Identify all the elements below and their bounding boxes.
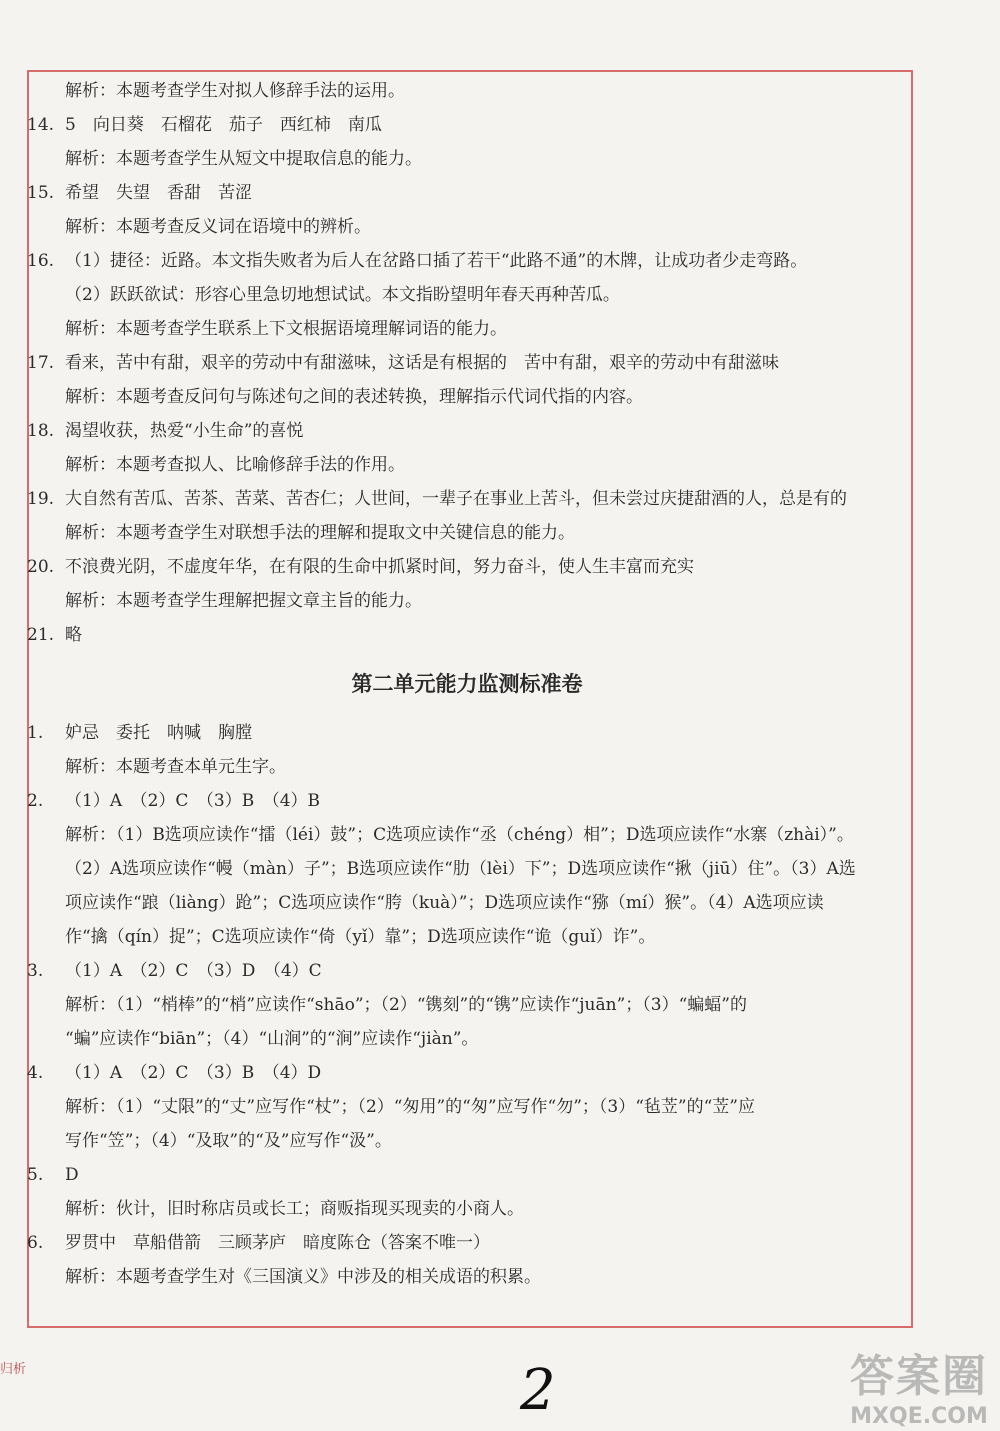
answer-line (27, 448, 907, 482)
question-number: 6. (27, 1233, 44, 1253)
answer-text: （1）A （2）C （3）B （4）D (65, 1063, 322, 1083)
answer-line (27, 716, 907, 750)
answer-line (27, 414, 907, 448)
analysis-text: 解析：本题考查学生从短文中提取信息的能力。 (65, 149, 422, 169)
page-number: 2 (520, 1358, 556, 1423)
answer-line (27, 784, 907, 818)
answer-line (27, 1056, 907, 1090)
side-mark: 归析 (0, 1362, 27, 1377)
unit2-answers (27, 716, 907, 1294)
answer-line (27, 142, 907, 176)
analysis-text: 解析：本题考查学生联系上下文根据语境理解词语的能力。 (65, 319, 507, 339)
question-number: 20. (27, 557, 55, 577)
watermark (850, 1340, 988, 1429)
analysis-text: 解析：本题考查学生对拟人修辞手法的运用。 (65, 81, 405, 101)
analysis-text: 作“擒（qín）捉”；C选项应读作“倚（yǐ）靠”；D选项应读作“诡（guǐ）诈”。 (65, 927, 656, 947)
answer-line (27, 1124, 907, 1158)
answer-text: （1）A （2）C （3）D （4）C (65, 961, 322, 981)
answer-line (27, 1226, 907, 1260)
analysis-text: 解析：本题考查学生对《三国演义》中涉及的相关成语的积累。 (65, 1267, 541, 1287)
question-number: 17. (27, 353, 55, 373)
answer-text: D (65, 1165, 79, 1185)
question-number: 19. (27, 489, 55, 509)
analysis-text: 解析：本题考查拟人、比喻修辞手法的作用。 (65, 455, 405, 475)
answer-line (27, 108, 907, 142)
answer-text: （1）捷径：近路。本文指失败者为后人在岔路口插了若干“此路不通”的木牌，让成功者少走弯路。 (65, 251, 808, 271)
question-number: 16. (27, 251, 55, 271)
section-title: 第二单元能力监测标准卷 (351, 672, 583, 696)
answer-line (27, 954, 907, 988)
answer-line (27, 852, 907, 886)
answer-line (27, 176, 907, 210)
analysis-text: 解析：本题考查反问句与陈述句之间的表述转换，理解指示代词代指的内容。 (65, 387, 643, 407)
answer-text: 5 向日葵 石榴花 茄子 西红柿 南瓜 (65, 115, 382, 135)
analysis-text: “蝙”应读作“biān”；（4）“山涧”的“涧”应读作“jiàn”。 (65, 1029, 479, 1049)
answer-text: 略 (65, 625, 82, 645)
question-number: 3. (27, 961, 44, 981)
analysis-text: （2）跃跃欲试：形容心里急切地想试试。本文指盼望明年春天再种苦瓜。 (65, 285, 620, 305)
analysis-text: 解析：本题考查学生对联想手法的理解和提取文中关键信息的能力。 (65, 523, 575, 543)
question-number: 14. (27, 115, 55, 135)
answer-line (27, 988, 907, 1022)
answer-line (27, 1192, 907, 1226)
analysis-text: 项应读作“踉（liàng）跄”；C选项应读作“胯（kuà）”；D选项应读作“猕（mí）猴”。（4）A选项应读 (65, 893, 824, 913)
answer-line (27, 312, 907, 346)
answer-content (27, 74, 907, 1294)
question-number: 5. (27, 1165, 44, 1185)
question-number: 15. (27, 183, 55, 203)
answer-line (27, 482, 907, 516)
analysis-text: 解析：本题考查反义词在语境中的辨析。 (65, 217, 371, 237)
answer-text: 渴望收获，热爱“小生命”的喜悦 (65, 421, 304, 441)
answer-text: 看来，苦中有甜，艰辛的劳动中有甜滋味，这话是有根据的 苦中有甜，艰辛的劳动中有甜滋味 (65, 353, 779, 373)
answer-line (27, 618, 907, 652)
answer-line (27, 886, 907, 920)
answer-line (27, 210, 907, 244)
answer-line (27, 1022, 907, 1056)
answer-text: （1）A （2）C （3）B （4）B (65, 791, 321, 811)
analysis-text: 解析：（1）B选项应读作“擂（léi）鼓”；C选项应读作“丞（chéng）相”；D选项应读作“水寨（zhài）”。 (65, 825, 854, 845)
unit1-answers (27, 74, 907, 652)
answer-line (27, 278, 907, 312)
question-number: 18. (27, 421, 55, 441)
question-number: 4. (27, 1063, 44, 1083)
answer-line (27, 1158, 907, 1192)
answer-text: 妒忌 委托 呐喊 胸膛 (65, 723, 252, 743)
analysis-text: 解析：本题考查本单元生字。 (65, 757, 286, 777)
answer-line (27, 1260, 907, 1294)
answer-line (27, 1090, 907, 1124)
answer-text: 罗贯中 草船借箭 三顾茅庐 暗度陈仓（答案不唯一） (65, 1233, 490, 1253)
answer-line (27, 920, 907, 954)
analysis-text: 写作“笠”；（4）“及取”的“及”应写作“汲”。 (65, 1131, 392, 1151)
question-number: 21. (27, 625, 55, 645)
answer-line (27, 244, 907, 278)
answer-line (27, 346, 907, 380)
analysis-text: 解析：（1）“梢棒”的“梢”应读作“shāo”；（2）“镌刻”的“镌”应读作“juān”；（3）“蝙蝠”的 (65, 995, 747, 1015)
watermark-url: MXQE.COM (850, 1404, 988, 1429)
answer-line (27, 750, 907, 784)
analysis-text: 解析：伙计，旧时称店员或长工；商贩指现买现卖的小商人。 (65, 1199, 524, 1219)
answer-line (27, 584, 907, 618)
answer-line (27, 516, 907, 550)
analysis-text: 解析：（1）“丈限”的“丈”应写作“杖”；（2）“匆用”的“匆”应写作“勿”；（3）“毡苙”的“苙”应 (65, 1097, 756, 1117)
question-number: 2. (27, 791, 44, 811)
answer-line (27, 74, 907, 108)
watermark-logo: 答案圈 (850, 1351, 988, 1402)
answer-line (27, 550, 907, 584)
answer-text: 不浪费光阴，不虚度年华，在有限的生命中抓紧时间，努力奋斗，使人生丰富而充实 (65, 557, 694, 577)
answer-text: 大自然有苦瓜、苦茶、苦菜、苦杏仁；人世间，一辈子在事业上苦斗，但未尝过庆捷甜酒的人，总是有的 (65, 489, 847, 509)
answer-line (27, 818, 907, 852)
answer-line (27, 380, 907, 414)
analysis-text: （2）A选项应读作“幔（màn）子”；B选项应读作“肋（lèi）下”；D选项应读作“揪（jiū）住”。（3）A选 (65, 859, 856, 879)
question-number: 1. (27, 723, 44, 743)
answer-text: 希望 失望 香甜 苦涩 (65, 183, 252, 203)
analysis-text: 解析：本题考查学生理解把握文章主旨的能力。 (65, 591, 422, 611)
